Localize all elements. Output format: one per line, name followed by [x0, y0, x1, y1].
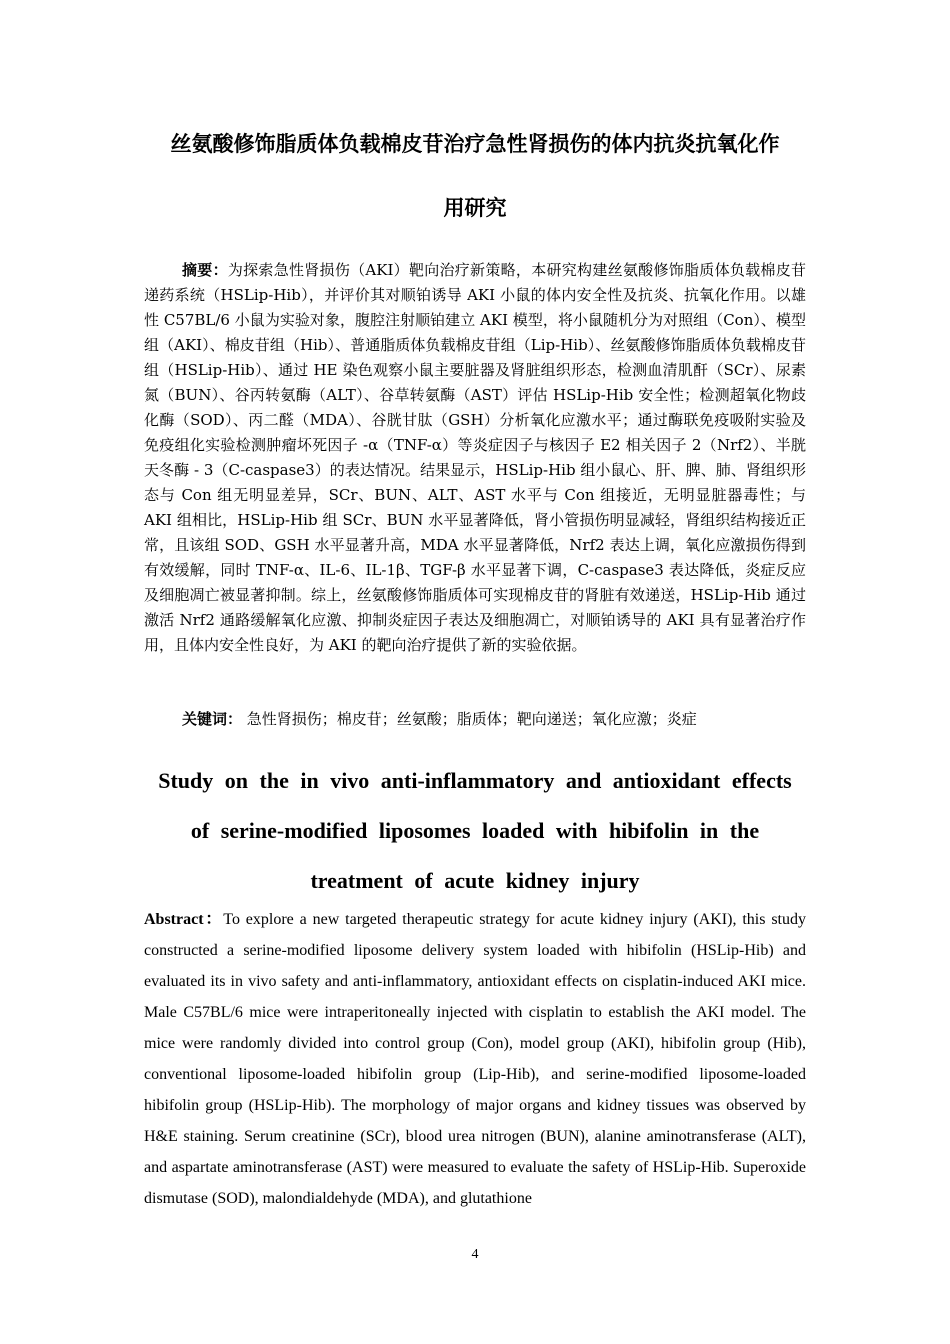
chinese-title-line-1: 丝氨酸修饰脂质体负载棉皮苷治疗急性肾损伤的体内抗炎抗氧化作	[170, 132, 780, 156]
chinese-abstract	[144, 258, 806, 658]
chinese-abstract-label: 摘要：	[182, 261, 228, 279]
english-abstract	[144, 904, 806, 1214]
english-title-line-3: treatment of acute kidney injury	[310, 868, 640, 893]
english-abstract-text: To explore a new targeted therapeutic strategy for acute kidney injury (AKI), this study constructed a serine-modified liposome delivery system loaded with hibifolin (HSLip-Hib) and evaluated its in vivo safety and anti-inflammatory, antioxidant effects on cisplatin-induced AKI mice. Male C57BL/6 mice were intraperitoneally injected with cisplatin to establish the AKI model. The mice were randomly divided into control group (Con), model group (AKI), hibifolin group (Hib), conventional liposome-loaded hibifolin group (Lip-Hib), and serine-modified liposome-loaded hibifolin group (HSLip-Hib). The morphology of major organs and kidney tissues was observed by H&E staining. Serum creatinine (SCr), blood urea nitrogen (BUN), alanine aminotransferase (ALT), and aspartate aminotransferase (AST) were measured to evaluate the safety of HSLip-Hib. Superoxide dismutase (SOD), malondialdehyde (MDA), and glutathione	[144, 911, 806, 1207]
page-number: 4	[471, 1247, 479, 1262]
chinese-abstract-text: 为探索急性肾损伤（AKI）靶向治疗新策略，本研究构建丝氨酸修饰脂质体负载棉皮苷递药系统（HSLip-Hib），并评价其对顺铂诱导 AKI 小鼠的体内安全性及抗炎、抗氧化作用。以雄性 C57BL/6 小鼠为实验对象，腹腔注射顺铂建立 AKI 模型，将小鼠随机分为对照组（Con）、模型组（AKI）、棉皮苷组（Hib）、普通脂质体负载棉皮苷组（Lip-Hib）、丝氨酸修饰脂质体负载棉皮苷组（HSLip-Hib）、通过 HE 染色观察小鼠主要脏器及肾脏组织形态，检测血清肌酐（SCr）、尿素氮（BUN）、谷丙转氨酶（ALT）、谷草转氨酶（AST）评估 HSLip-Hib 安全性；检测超氧化物歧化酶（SOD）、丙二醛（MDA）、谷胱甘肽（GSH）分析氧化应激水平；通过酶联免疫吸附实验及免疫组化实验检测肿瘤坏死因子 -α（TNF-α）等炎症因子与核因子 E2 相关因子 2（Nrf2）、半胱天冬酶 - 3（C-caspase3）的表达情况。结果显示，HSLip-Hib 组小鼠心、肝、脾、肺、肾组织形态与 Con 组无明显差异，SCr、BUN、ALT、AST 水平与 Con 组接近，无明显脏器毒性；与 AKI 组相比，HSLip-Hib 组 SCr、BUN 水平显著降低，肾小管损伤明显减轻，肾组织结构接近正常，且该组 SOD、GSH 水平显著升高，MDA 水平显著降低，Nrf2 表达上调，氧化应激损伤得到有效缓解，同时 TNF-α、IL-6、IL-1β、TGF-β 水平显著下调，C-caspase3 表达降低，炎症反应及细胞凋亡被显著抑制。综上，丝氨酸修饰脂质体可实现棉皮苷的肾脏有效递送，HSLip-Hib 通过激活 Nrf2 通路缓解氧化应激、抑制炎症因子表达及细胞凋亡，对顺铂诱导的 AKI 具有显著治疗作用，且体内安全性良好，为 AKI 的靶向治疗提供了新的实验依据。	[144, 261, 806, 654]
chinese-keywords	[182, 707, 806, 732]
english-title-line-2: of serine-modified liposomes loaded with hibifolin in the	[190, 818, 760, 843]
english-title-line-1: Study on the in vivo anti-inflammatory and antioxidant effects	[158, 768, 792, 793]
chinese-keywords-text: 急性肾损伤；棉皮苷；丝氨酸；脂质体；靶向递送；氧化应激；炎症	[246, 710, 697, 728]
chinese-title-line-2: 用研究	[443, 196, 507, 220]
english-abstract-label: Abstract：	[144, 911, 224, 928]
chinese-keywords-label: 关键词：	[182, 710, 243, 728]
